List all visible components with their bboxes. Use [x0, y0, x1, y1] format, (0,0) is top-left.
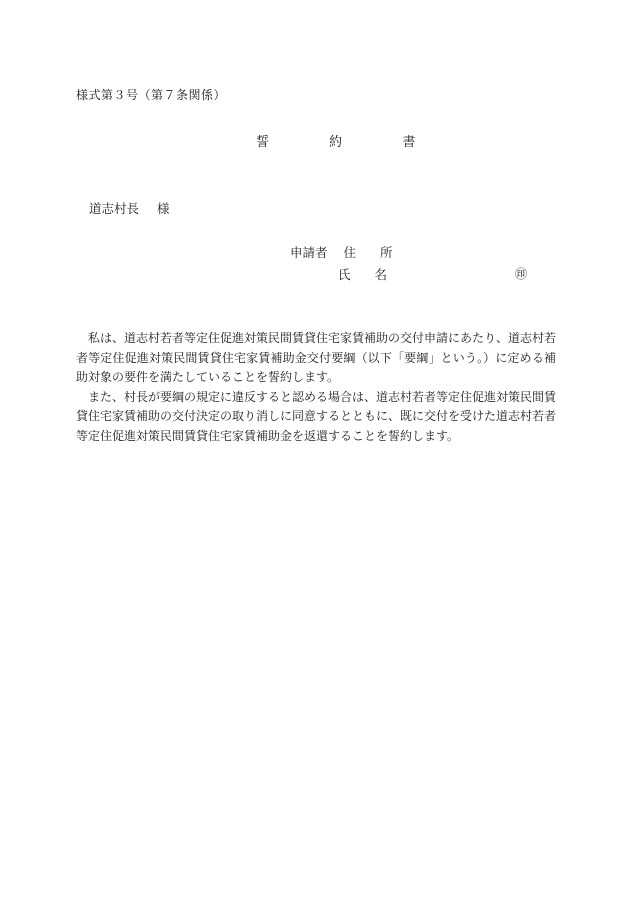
address-label-char-1: 住 — [343, 245, 357, 260]
applicant-name-row — [338, 265, 387, 283]
title-char-3: 書 — [402, 135, 416, 150]
name-label-char-1: 氏 — [338, 267, 351, 282]
addressee-honorific: 様 — [157, 201, 170, 216]
seal-mark: ㊞ — [515, 267, 528, 281]
pledge-paragraph-2: また、村長が要綱の規定に違反すると認める場合は、道志村若者等定住促進対策民間賃貸住宅家賃補助の交付決定の取り消しに同意するとともに、既に交付を受けた道志村若者等定住促進対策民間賃貸住宅家賃補助金を返還することを誓約します。 — [76, 389, 557, 443]
addressee — [89, 199, 170, 217]
name-label-char-2: 名 — [374, 267, 388, 282]
name-label — [338, 265, 387, 283]
pledge-paragraph-1: 私は、道志村若者等定住促進対策民間賃貸住宅家賃補助の交付申請にあたり、道志村若者等定住促進対策民間賃貸住宅家賃補助金交付要綱（以下「要綱」という。）に定める補助対象の要件を満たしていることを誓約します。 — [76, 331, 557, 384]
applicant-label: 申請者 — [290, 245, 328, 260]
address-label-char-2: 所 — [380, 245, 393, 260]
addressee-name: 道志村長 — [89, 201, 140, 216]
address-label — [344, 243, 393, 261]
title-char-2: 約 — [329, 135, 343, 150]
form-number: 様式第３号（第７条関係） — [76, 88, 227, 102]
title-char-1: 誓 — [256, 135, 270, 150]
pledge-body — [76, 329, 556, 446]
document-title — [256, 131, 415, 150]
applicant-address-row — [290, 243, 393, 261]
